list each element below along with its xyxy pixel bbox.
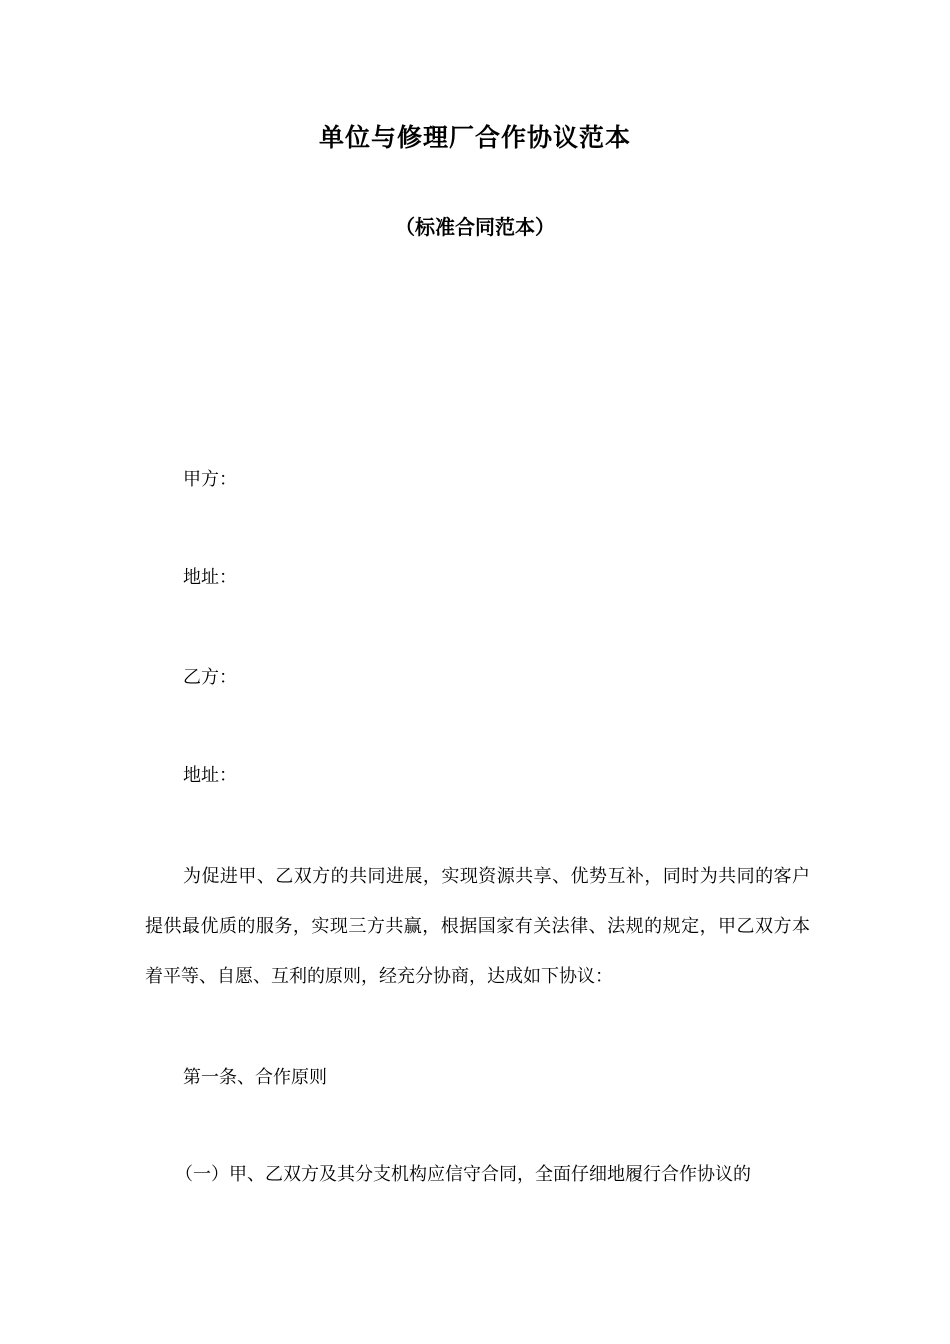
party-a-label: 甲方：: [183, 469, 237, 490]
party-b-address-label: 地址：: [183, 765, 237, 786]
document-title: 单位与修理厂合作协议范本: [318, 123, 631, 152]
party-b-label: 乙方：: [183, 667, 237, 688]
party-a-address-label: 地址：: [183, 567, 237, 588]
preamble-paragraph: 为促进甲、乙双方的共同进展，实现资源共享、优势互补，同时为共同的客户提供最优质的服务，实现三方共赢，根据国家有关法律、法规的规定，甲乙双方本着平等、自愿、互利的原则，经充分协商，达成如下协议：: [145, 866, 810, 987]
document-subtitle: （标准合同范本）: [395, 215, 555, 239]
article-1-heading: 第一条、合作原则: [183, 1067, 327, 1088]
article-1-item-1: （一）甲、乙双方及其分支机构应信守合同，全面仔细地履行合作协议的: [175, 1164, 751, 1185]
